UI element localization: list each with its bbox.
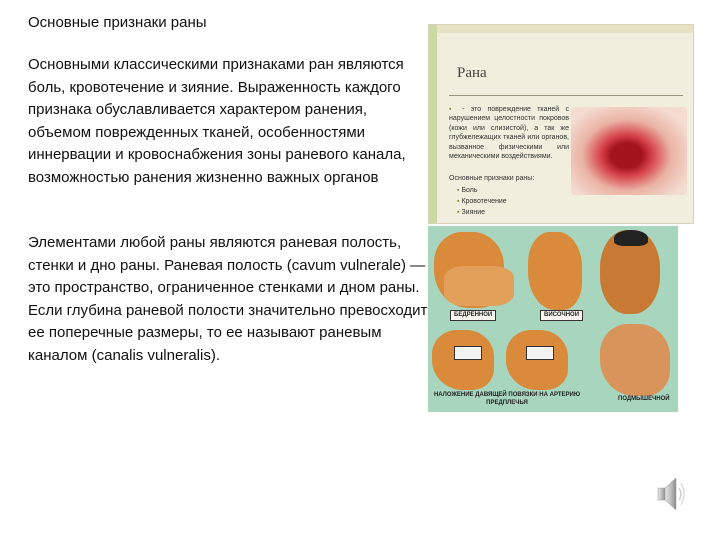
paragraph-signs: Основными классическими признаками ран являются боль, кровотечение и зияние. Выраженность каждого признака обуславливается характером ранения, объемом поврежденных тканей, особенностями иннервации и кровоснабжения зоны раневого канала, возможностью ранения жизненно важных органов (28, 56, 406, 186)
wound-photo (571, 107, 687, 195)
bullet-icon: ▪ (449, 106, 463, 113)
slide-subtitle: Основные признаки раны: (449, 175, 535, 182)
caption-temporal: ВИСОЧНОЙ (540, 310, 583, 321)
slide-title: Рана (457, 65, 487, 81)
first-aid-poster (428, 226, 678, 412)
slide-list (457, 185, 507, 218)
illustration-figure (444, 266, 514, 306)
slide-definition-text: - это повреждение тканей с нарушением целостности покровов (кожи или слизистой), а так же глубжележащих тканей или органов, вызванное физическими или механическими воздействиями. (449, 106, 569, 161)
bandage (454, 346, 482, 360)
illustration-hair (614, 230, 648, 246)
illustration-hand (506, 330, 568, 390)
list-item: ▪ Зияние (457, 207, 507, 218)
list-item: ▪ Боль (457, 185, 507, 196)
speaker-icon[interactable] (656, 474, 686, 514)
list-item: ▪ Кровотечение (457, 196, 507, 207)
slide-side-band (429, 25, 437, 223)
illustration-hand (432, 330, 494, 390)
illustration-figure (600, 324, 670, 396)
slide-thumbnail (428, 24, 694, 224)
illustration-figure (528, 232, 582, 310)
page-title: Основные признаки раны (28, 14, 207, 31)
paragraph-elements: Элементами любой раны являются раневая полость, стенки и дно раны. Раневая полость (cavum vulnerale) — это пространство, ограниченное стенками и дном раны. Если глубина раневой полости значительно превосходит ее поперечные размеры, то ее называют раневым каналом (canalis vulneralis). (28, 234, 428, 364)
caption-axillary: ПОДМЫШЕЧНОЙ (618, 396, 670, 402)
caption-bottom: НАЛОЖЕНИЕ ДАВЯЩЕЙ ПОВЯЗКИ НА АРТЕРИЮ ПРЕДПЛЕЧЬЯ (433, 392, 581, 406)
slide-divider (449, 95, 683, 96)
bandage (526, 346, 554, 360)
slide-top-bar (437, 25, 693, 33)
caption-femoral: БЕДРЕННОЙ (450, 310, 496, 321)
slide-definition (449, 105, 569, 161)
